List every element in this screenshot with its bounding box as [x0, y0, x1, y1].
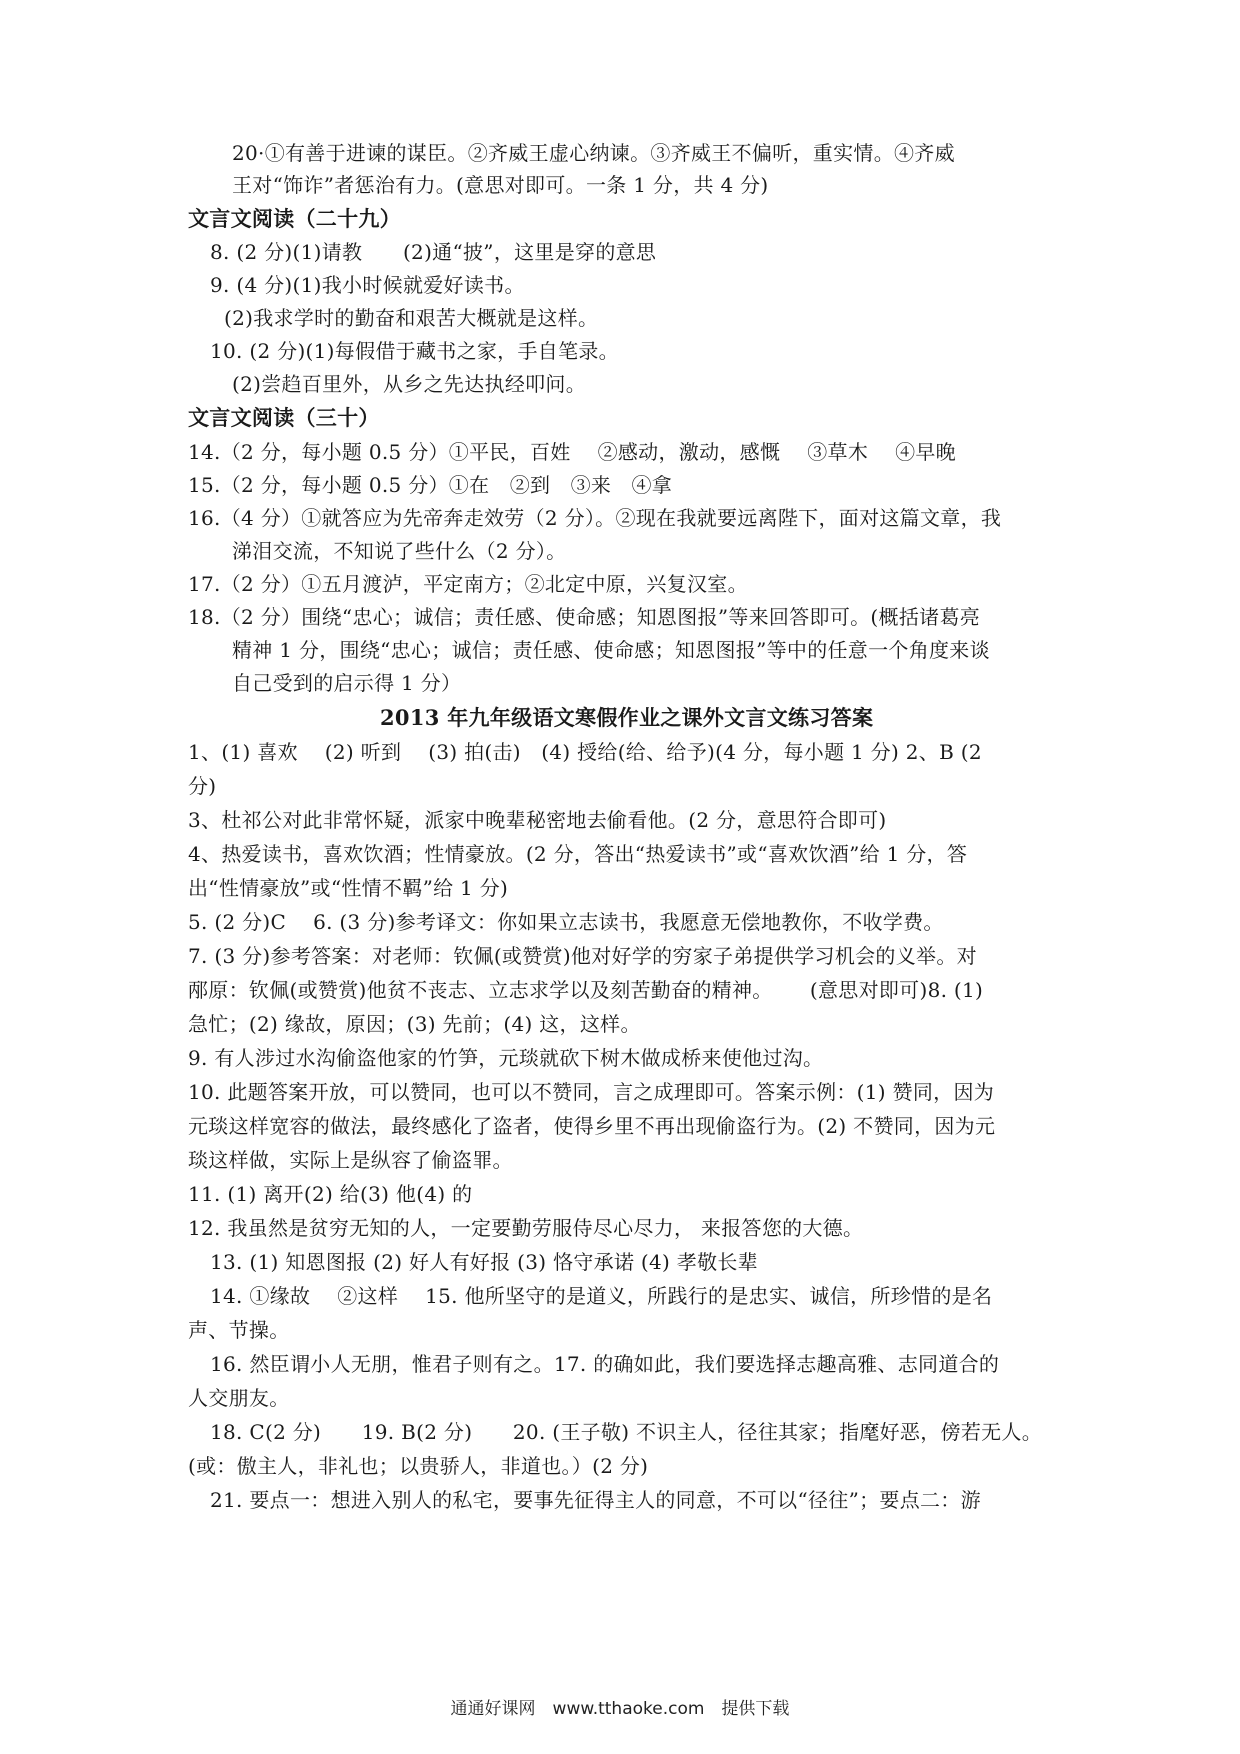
text-line: 精神 1 分，围绕“忠心；诚信；责任感、使命感；知恩图报”等中的任意一个角度来谈: [232, 638, 990, 662]
text-line: 元琰这样宽容的做法，最终感化了盗者，使得乡里不再出现偷盗行为。(2) 不赞同，因为元: [188, 1114, 996, 1138]
text-line: 14. ①缘故 ②这样 15. 他所坚守的是道义，所践行的是忠实、诚信，所珍惜的是名: [210, 1284, 993, 1308]
section-title: 2013 年九年级语文寒假作业之课外文言文练习答案: [380, 705, 874, 730]
text-line: 10. (2 分)(1)每假借于藏书之家，手自笔录。: [210, 339, 619, 363]
text-line: 1、(1) 喜欢 (2) 听到 (3) 拍(击) (4) 授给(给、给予)(4 分，每小题 1 分) 2、B (2: [188, 740, 982, 764]
text-line: (2)我求学时的勤奋和艰苦大概就是这样。: [224, 306, 599, 330]
text-line: 分): [188, 774, 217, 798]
text-line: 9. 有人涉过水沟偷盗他家的竹笋，元琰就砍下树木做成桥来使他过沟。: [188, 1046, 824, 1070]
text-line: 10. 此题答案开放，可以赞同，也可以不赞同，言之成理即可。答案示例：(1) 赞同，因为: [188, 1080, 995, 1104]
page-footer: 通通好课网 www.tthaoke.com 提供下载: [450, 1699, 790, 1719]
text-line: 琰这样做，实际上是纵容了偷盗罪。: [188, 1148, 513, 1172]
text-line: 急忙；(2) 缘故，原因；(3) 先前；(4) 这，这样。: [188, 1012, 641, 1036]
text-line: 邴原：钦佩(或赞赏)他贫不丧志、立志求学以及刻苦勤奋的精神。 (意思对即可)8. (1): [188, 978, 984, 1002]
section-heading: 文言文阅读（二十九）: [188, 206, 401, 231]
text-line: 11. (1) 离开(2) 给(3) 他(4) 的: [188, 1182, 473, 1206]
text-line: 15.（2 分，每小题 0.5 分）①在 ②到 ③来 ④拿: [188, 473, 673, 497]
text-line: 12. 我虽然是贫穷无知的人，一定要勤劳服侍尽心尽力， 来报答您的大德。: [188, 1216, 864, 1240]
text-line: 7. (3 分)参考答案：对老师：钦佩(或赞赏)他对好学的穷家子弟提供学习机会的义举。对: [188, 944, 977, 968]
text-line: 人交朋友。: [188, 1386, 290, 1410]
text-line: (或：傲主人，非礼也；以贵骄人，非道也。）(2 分): [188, 1454, 649, 1478]
text-line: 18. C(2 分) 19. B(2 分) 20. (王子敬) 不识主人，径往其家；指麾好恶，傍若无人。: [210, 1420, 1043, 1444]
text-line: 声、节操。: [188, 1318, 290, 1342]
text-line: 16. 然臣谓小人无朋，惟君子则有之。17. 的确如此，我们要选择志趣高雅、志同道合的: [210, 1352, 1000, 1376]
text-line: 18.（2 分）围绕“忠心；诚信；责任感、使命感；知恩图报”等来回答即可。(概括诸葛亮: [188, 605, 981, 629]
text-line: 13. (1) 知恩图报 (2) 好人有好报 (3) 恪守承诺 (4) 孝敬长辈: [210, 1250, 758, 1274]
text-line: 涕泪交流，不知说了些什么（2 分）。: [232, 539, 567, 563]
text-line: 8. (2 分)(1)请教 (2)通“披”，这里是穿的意思: [210, 240, 657, 264]
text-line: 自己受到的启示得 1 分）: [232, 671, 462, 695]
text-line: 5. (2 分)C 6. (3 分)参考译文：你如果立志读书，我愿意无偿地教你，不收学费。: [188, 910, 944, 934]
text-line: 3、杜祁公对此非常怀疑，派家中晚辈秘密地去偷看他。(2 分，意思符合即可): [188, 808, 887, 832]
text-line: 14.（2 分，每小题 0.5 分）①平民，百姓 ②感动，激动，感慨 ③草木 ④早晚: [188, 440, 956, 464]
text-line: 王对“饰诈”者惩治有力。(意思对即可。一条 1 分，共 4 分): [232, 173, 769, 197]
section-heading: 文言文阅读（三十）: [188, 405, 380, 430]
text-line: (2)尝趋百里外，从乡之先达执经叩问。: [232, 372, 587, 396]
text-line: 21. 要点一：想进入别人的私宅，要事先征得主人的同意，不可以“径往”；要点二：游: [210, 1488, 981, 1512]
text-line: 出“性情豪放”或“性情不羁”给 1 分): [188, 876, 509, 900]
text-line: 4、热爱读书，喜欢饮酒；性情豪放。(2 分，答出“热爱读书”或“喜欢饮酒”给 1 分，答: [188, 842, 968, 866]
text-line: 20·①有善于进谏的谋臣。②齐威王虚心纳谏。③齐威王不偏听，重实情。④齐威: [232, 141, 955, 165]
text-line: 17.（2 分）①五月渡泸，平定南方；②北定中原，兴复汉室。: [188, 572, 748, 596]
text-line: 16.（4 分）①就答应为先帝奔走效劳（2 分）。②现在我就要远离陛下，面对这篇文章，我: [188, 506, 1002, 530]
text-line: 9. (4 分)(1)我小时候就爱好读书。: [210, 273, 525, 297]
